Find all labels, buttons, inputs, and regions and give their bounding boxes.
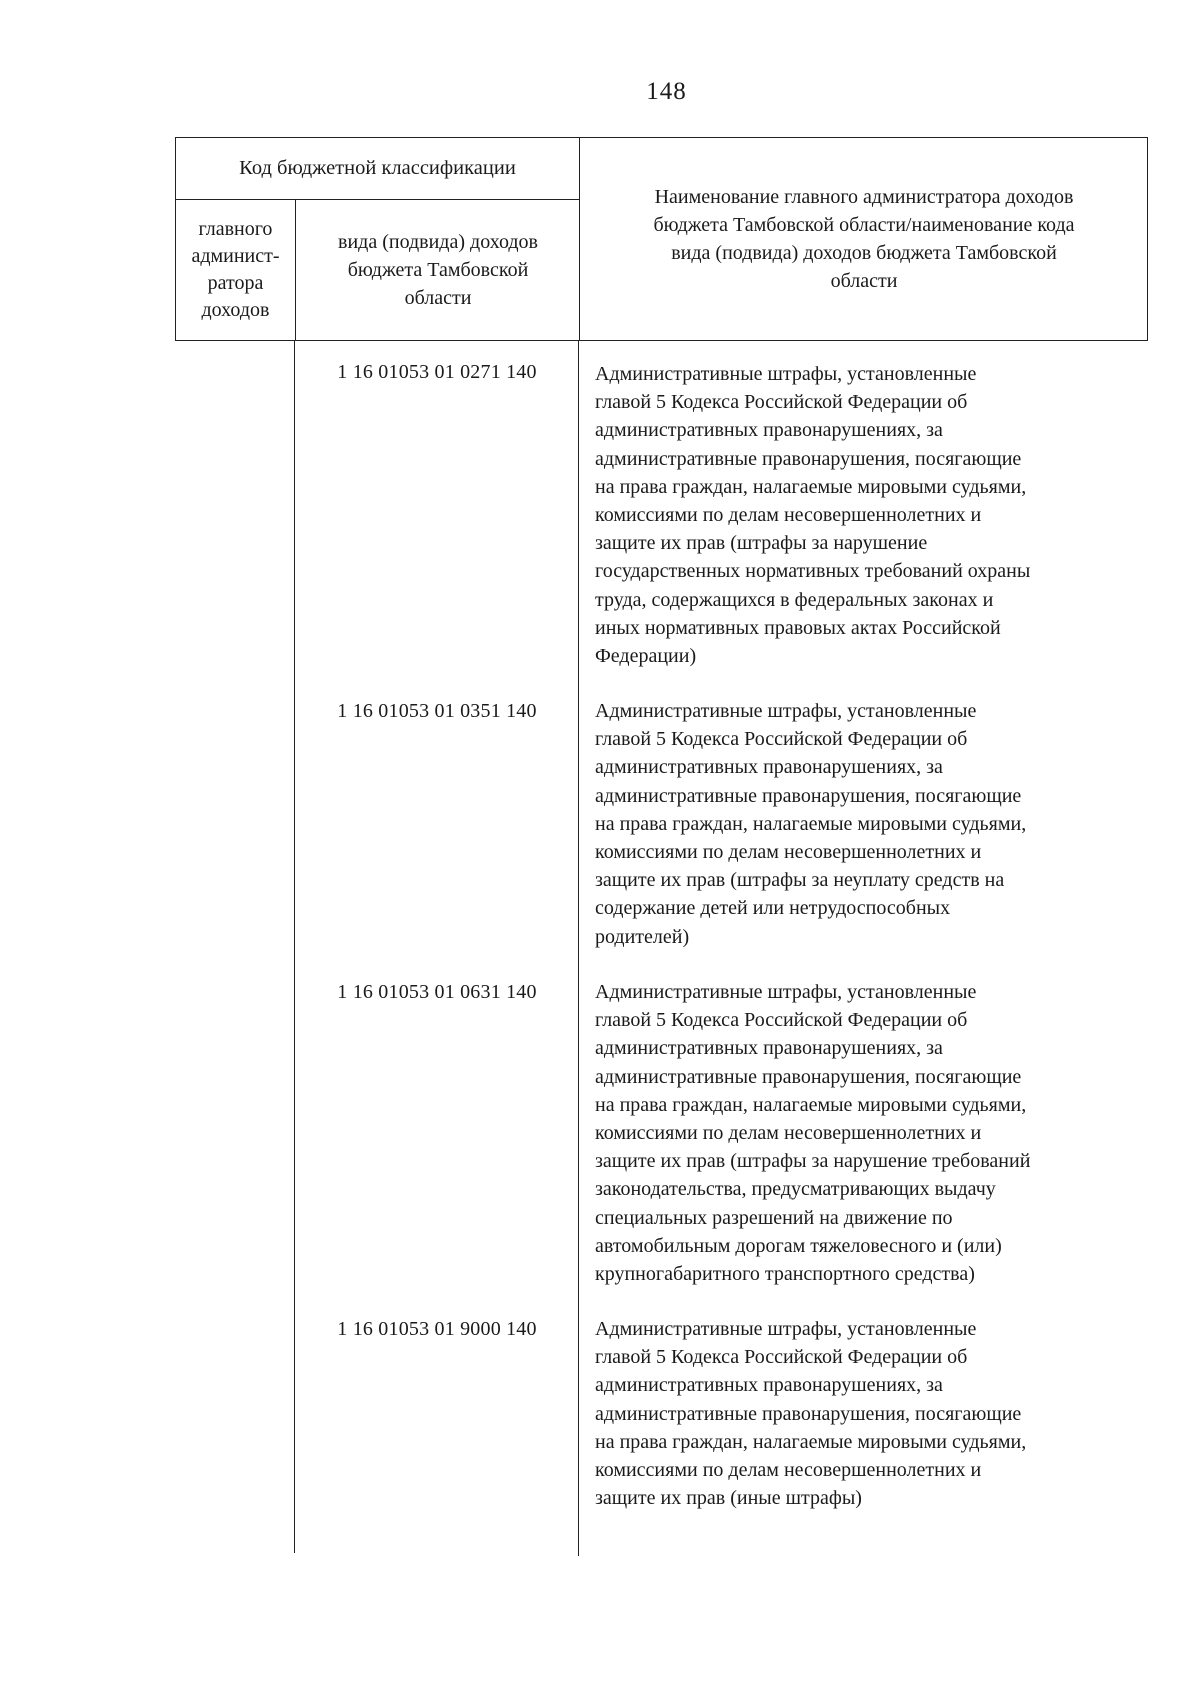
description-line: административные правонарушения, посягающие bbox=[595, 1402, 1022, 1425]
table-header bbox=[175, 137, 1148, 341]
row-description bbox=[595, 360, 1150, 670]
description-line: Федерации) bbox=[595, 645, 697, 668]
description-line: специальных разрешений на движение по bbox=[595, 1206, 953, 1229]
header-divider bbox=[295, 199, 296, 340]
description-line: административных правонарушениях, за bbox=[595, 419, 943, 442]
description-line: комиссиями по делам несовершеннолетних и bbox=[595, 1122, 982, 1145]
description-line: главой 5 Кодекса Российской Федерации об bbox=[595, 391, 968, 414]
description-line: защите их прав (штрафы за нарушение требований bbox=[595, 1150, 1031, 1173]
description-line: комиссиями по делам несовершеннолетних и bbox=[595, 841, 982, 864]
row-description bbox=[595, 1315, 1150, 1512]
description-line: Административные штрафы, установленные bbox=[595, 1318, 977, 1340]
header-income-kind bbox=[297, 199, 579, 340]
row-description bbox=[595, 697, 1150, 951]
header-admin-code bbox=[176, 199, 295, 340]
row-code: 1 16 01053 01 0351 140 bbox=[337, 700, 537, 722]
header-kind-line: вида (подвида) доходов bbox=[338, 230, 538, 253]
description-line: Административные штрафы, установленные bbox=[595, 363, 977, 385]
description-line: защите их прав (иные штрафы) bbox=[595, 1487, 862, 1510]
description-line: защите их прав (штрафы за нарушение bbox=[595, 532, 928, 555]
header-kind-line: области bbox=[404, 286, 472, 309]
description-line: родителей) bbox=[595, 925, 690, 948]
description-line: комиссиями по делам несовершеннолетних и bbox=[595, 504, 982, 527]
row-description bbox=[595, 978, 1150, 1288]
description-line: Административные штрафы, установленные bbox=[595, 700, 977, 722]
description-line: административные правонарушения, посягающие bbox=[595, 447, 1022, 470]
description-line: административные правонарушения, посягающие bbox=[595, 784, 1022, 807]
description-line: Административные штрафы, установленные bbox=[595, 981, 977, 1003]
page-number: 148 bbox=[646, 78, 687, 105]
description-line: главой 5 Кодекса Российской Федерации об bbox=[595, 728, 968, 751]
row-code: 1 16 01053 01 9000 140 bbox=[337, 1318, 537, 1340]
header-kind-line: бюджета Тамбовской bbox=[347, 258, 529, 281]
header-name-line: бюджета Тамбовской области/наименование кода bbox=[653, 214, 1075, 236]
header-admin-line: доходов bbox=[201, 298, 270, 321]
description-line: труда, содержащихся в федеральных законах и bbox=[595, 588, 994, 611]
description-line: иных нормативных правовых актах Российской bbox=[595, 616, 1001, 639]
header-admin-line: главного bbox=[198, 217, 273, 240]
header-code-group: Код бюджетной классификации bbox=[239, 157, 516, 179]
header-name-line: области bbox=[830, 270, 898, 292]
description-line: защите их прав (штрафы за неуплату средств на bbox=[595, 869, 1005, 892]
description-line: административных правонарушениях, за bbox=[595, 756, 943, 779]
description-line: административные правонарушения, посягающие bbox=[595, 1065, 1022, 1088]
description-line: административных правонарушениях, за bbox=[595, 1374, 943, 1397]
description-line: на права граждан, налагаемые мировыми судьями, bbox=[595, 812, 1027, 835]
description-line: законодательства, предусматривающих выдачу bbox=[595, 1178, 996, 1201]
description-line: на права граждан, налагаемые мировыми судьями, bbox=[595, 475, 1027, 498]
description-line: на права граждан, налагаемые мировыми судьями, bbox=[595, 1093, 1027, 1116]
row-code: 1 16 01053 01 0271 140 bbox=[337, 361, 537, 383]
column-divider bbox=[294, 341, 295, 1553]
description-line: комиссиями по делам несовершеннолетних и bbox=[595, 1459, 982, 1482]
row-code: 1 16 01053 01 0631 140 bbox=[337, 981, 537, 1003]
column-divider bbox=[578, 341, 579, 1556]
description-line: главой 5 Кодекса Российской Федерации об bbox=[595, 1346, 968, 1369]
header-admin-line: ратора bbox=[207, 271, 264, 294]
header-name bbox=[582, 138, 1146, 340]
header-name-line: Наименование главного администратора доходов bbox=[654, 186, 1074, 208]
description-line: государственных нормативных требований охраны bbox=[595, 560, 1031, 583]
description-line: содержание детей или нетрудоспособных bbox=[595, 897, 951, 920]
description-line: на права граждан, налагаемые мировыми судьями, bbox=[595, 1430, 1027, 1453]
header-name-line: вида (подвида) доходов бюджета Тамбовской bbox=[671, 242, 1057, 264]
description-line: автомобильным дорогам тяжеловесного и (или) bbox=[595, 1234, 1002, 1257]
header-divider bbox=[579, 138, 580, 340]
description-line: административных правонарушениях, за bbox=[595, 1037, 943, 1060]
header-admin-line: админист- bbox=[191, 244, 280, 267]
description-line: крупногабаритного транспортного средства) bbox=[595, 1263, 975, 1286]
description-line: главой 5 Кодекса Российской Федерации об bbox=[595, 1009, 968, 1032]
